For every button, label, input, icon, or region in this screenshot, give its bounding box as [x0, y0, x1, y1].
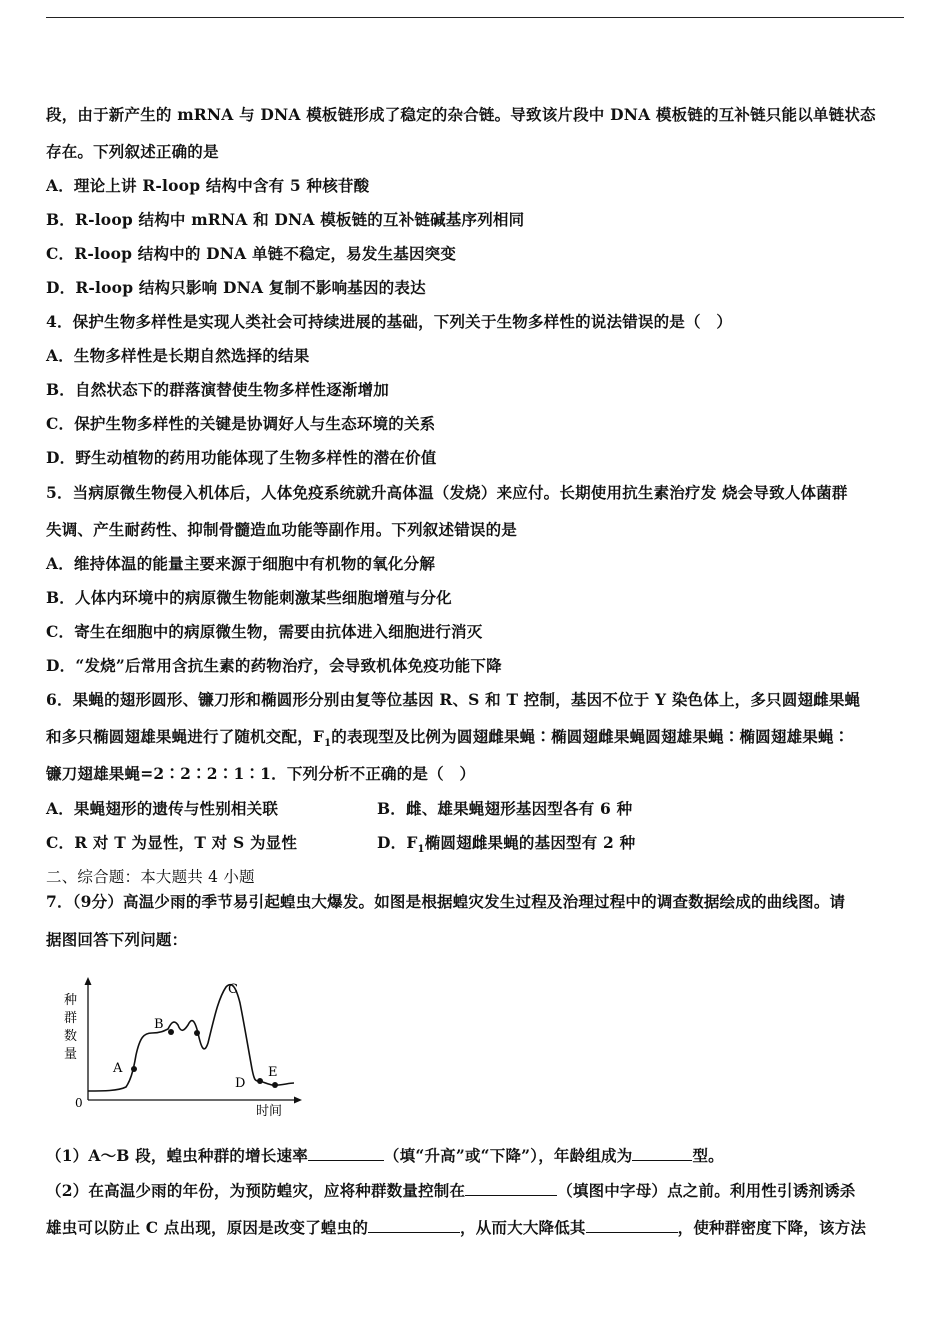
q3-stem-line-1: 段，由于新产生的 mRNA 与 DNA 模板链形成了稳定的杂合链。导致该片段中 DNA 模板链的互补链只能以单链状态 [46, 105, 876, 124]
q4-option-a: A．生物多样性是长期自然选择的结果 [46, 346, 310, 365]
ylabel-char-1: 种 [64, 993, 78, 1008]
q6-option-c: C．R 对 T 为显性，T 对 S 为显性 [46, 833, 298, 852]
answer-blank[interactable] [465, 1181, 557, 1196]
point-a-dot [131, 1066, 137, 1072]
q7-part-2-text-c: 雄虫可以防止 C 点出现，原因是改变了蝗虫的 [46, 1218, 369, 1237]
q7-part-2-line-2 [46, 1216, 866, 1238]
point-e-dot [272, 1082, 278, 1088]
q7-part-2-text-d: ，从而大大降低其 [460, 1218, 586, 1237]
q7-stem-line-1: 7．（9分）高温少雨的季节易引起蝗虫大爆发。如图是根据蝗灾发生过程及治理过程中的调查数据绘成的曲线图。请 [46, 892, 846, 911]
q3-option-b: B．R-loop 结构中 mRNA 和 DNA 模板链的互补链碱基序列相同 [46, 210, 525, 229]
point-d-label: D [235, 1076, 246, 1091]
q6-option-d [377, 831, 635, 855]
origin-label: 0 [75, 1096, 83, 1110]
q3-option-d: D．R-loop 结构只影响 DNA 复制不影响基因的表达 [46, 278, 426, 297]
answer-blank[interactable] [368, 1218, 460, 1233]
q5-stem-line-1: 5．当病原微生物侵入机体后，人体免疫系统就升高体温（发烧）来应付。长期使用抗生素治疗发 烧会导致人体菌群 [46, 483, 848, 502]
q7-stem-line-2: 据图回答下列问题： [46, 930, 188, 949]
answer-blank[interactable] [308, 1146, 384, 1161]
point-c-label: C [228, 982, 238, 997]
top-rule [46, 17, 904, 18]
ylabel-char-4: 量 [64, 1047, 78, 1062]
q6-stem-2-part-a: 和多只椭圆翅雄果蝇进行了随机交配，F [46, 727, 325, 746]
q6-option-d-part-a: D．F [377, 833, 418, 852]
q6-stem-line-3: 镰刀翅雄果蝇=2∶2∶2∶1∶1．下列分析不正确的是（ ） [46, 764, 476, 783]
q4-option-b: B．自然状态下的群落演替使生物多样性逐渐增加 [46, 380, 390, 399]
q4-option-c: C．保护生物多样性的关键是协调好人与生态环境的关系 [46, 414, 436, 433]
q7-part-2-text-e: ，使种群密度下降，该方法 [677, 1218, 867, 1237]
x-axis-arrow [294, 1097, 302, 1104]
point-a-label: A [113, 1061, 123, 1076]
q5-option-d: D．“发烧”后常用含抗生素的药物治疗，会导致机体免疫功能下降 [46, 656, 502, 675]
ylabel-char-2: 群 [64, 1011, 78, 1026]
q5-option-b: B．人体内环境中的病原微生物能刺激某些细胞增殖与分化 [46, 588, 452, 607]
point-b-label: B [154, 1017, 164, 1032]
q7-part-1 [46, 1144, 724, 1166]
q3-stem-line-2: 存在。下列叙述正确的是 [46, 142, 219, 161]
population-curve-figure [58, 975, 308, 1120]
q5-stem-line-2: 失调、产生耐药性、抑制骨髓造血功能等副作用。下列叙述错误的是 [46, 520, 518, 539]
q5-option-c: C．寄生在细胞中的病原微生物，需要由抗体进入细胞进行消灭 [46, 622, 483, 641]
q7-part-1-text-b: （填“升高”或“下降”），年龄组成为 [383, 1146, 633, 1165]
ylabel-char-3: 数 [64, 1029, 78, 1044]
q6-option-b: B．雌、雄果蝇翅形基因型各有 6 种 [377, 799, 633, 818]
q7-part-2-text-a: （2）在高温少雨的年份，为预防蝗灾，应将种群数量控制在 [46, 1181, 466, 1200]
q6-stem-subscript: 1 [324, 738, 332, 750]
q4-option-d: D．野生动植物的药用功能体现了生物多样性的潜在价值 [46, 448, 437, 467]
section-heading: 二、综合题：本大题共 4 小题 [46, 868, 255, 886]
q7-part-1-text-c: 型。 [692, 1146, 724, 1165]
q6-option-d-subscript: 1 [417, 844, 425, 856]
xlabel: 时间 [256, 1104, 283, 1119]
q3-option-c: C．R-loop 结构中的 DNA 单链不稳定，易发生基因突变 [46, 244, 457, 263]
q7-part-2-text-b: （填图中字母）点之前。利用性引诱剂诱杀 [557, 1181, 856, 1200]
q5-option-a: A．维持体温的能量主要来源于细胞中有机物的氧化分解 [46, 554, 436, 573]
q6-stem-line-2 [46, 725, 849, 749]
q6-option-d-part-b: 椭圆翅雌果蝇的基因型有 2 种 [424, 833, 636, 852]
q7-part-1-text-a: （1）A～B 段，蝗虫种群的增长速率 [46, 1146, 308, 1165]
point-d-dot [257, 1078, 263, 1084]
q6-stem-line-1: 6．果蝇的翅形圆形、镰刀形和椭圆形分别由复等位基因 R、S 和 T 控制，基因不位于 Y 染色体上，多只圆翅雌果蝇 [46, 690, 861, 709]
answer-blank[interactable] [586, 1218, 678, 1233]
q4-stem: 4．保护生物多样性是实现人类社会可持续进展的基础，下列关于生物多样性的说法错误的是（ ） [46, 312, 733, 331]
q3-option-a: A．理论上讲 R-loop 结构中含有 5 种核苷酸 [46, 176, 370, 195]
y-axis-arrow [85, 977, 92, 985]
q6-stem-2-part-b: 的表现型及比例为圆翅雌果蝇∶椭圆翅雌果蝇圆翅雄果蝇∶椭圆翅雄果蝇∶ [331, 727, 850, 746]
q6-option-a: A．果蝇翅形的遗传与性别相关联 [46, 799, 279, 818]
answer-blank[interactable] [632, 1146, 692, 1161]
point-e-label: E [268, 1065, 278, 1080]
point-mid-dot [194, 1030, 200, 1036]
q7-part-2-line-1 [46, 1179, 856, 1201]
point-b-dot [168, 1029, 174, 1035]
